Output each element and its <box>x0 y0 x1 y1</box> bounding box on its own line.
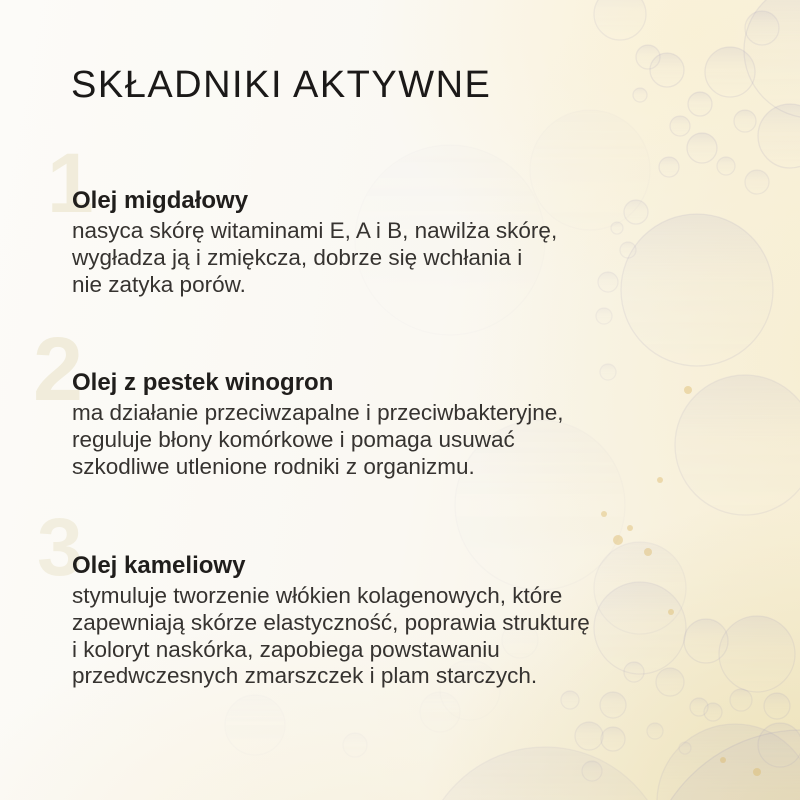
ingredient-name: Olej migdałowy <box>72 187 249 214</box>
ingredient-section-grape-seed-oil <box>72 368 652 480</box>
description-line: nasyca skórę witaminami E, A i B, nawilża skórę, <box>72 218 558 243</box>
description-line: zapewniają skórze elastyczność, poprawia strukturę <box>72 609 590 635</box>
description-line: nie zatyka porów. <box>72 271 246 297</box>
description-line: szkodliwe utlenione rodniki z organizmu. <box>72 453 475 479</box>
ingredient-section-almond-oil <box>72 186 652 298</box>
ingredient-section-camellia-oil <box>72 551 652 690</box>
ghost-number-1: 1 <box>47 136 94 230</box>
page-title: SKŁADNIKI AKTYWNE <box>71 64 492 106</box>
ghost-number-2: 2 <box>33 320 84 420</box>
description-line: wygładza ją i zmiękcza, dobrze się wchłania i <box>72 244 523 270</box>
ingredient-description <box>72 400 652 480</box>
ingredient-description <box>72 583 652 690</box>
description-line: stymuluje tworzenie włókien kolagenowych, które <box>72 583 563 608</box>
description-line: ma działanie przeciwzapalne i przeciwbakteryjne, <box>72 400 564 425</box>
description-line: reguluje błony komórkowe i pomaga usuwać <box>72 426 515 452</box>
ingredient-name: Olej kameliowy <box>72 552 246 579</box>
ingredient-name: Olej z pestek winogron <box>72 369 334 396</box>
ghost-number-3: 3 <box>37 502 83 593</box>
ingredient-description <box>72 218 652 298</box>
description-line: i koloryt naskórka, zapobiega powstawaniu <box>72 636 500 662</box>
description-line: przedwczesnych zmarszczek i plam starczych. <box>72 663 538 689</box>
